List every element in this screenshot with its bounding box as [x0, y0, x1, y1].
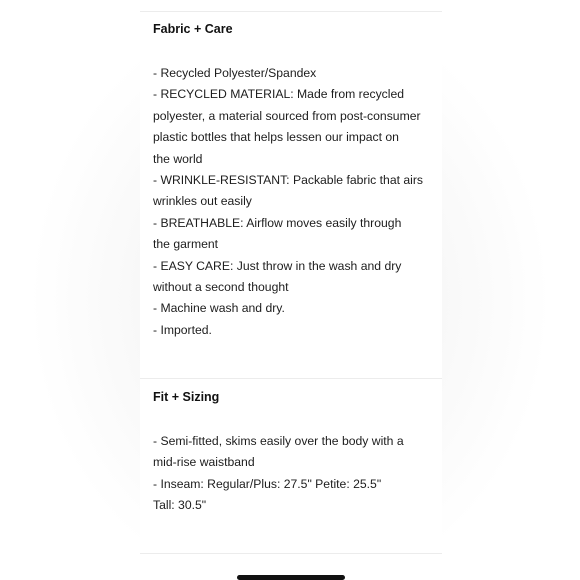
description-line: - WRINKLE-RESISTANT: Packable fabric that airs	[153, 173, 424, 188]
section-divider	[140, 378, 442, 379]
description-line: - EASY CARE: Just throw in the wash and dry	[153, 258, 402, 273]
description-line: plastic bottles that helps lessen our impact on	[153, 130, 399, 145]
fabric-care-section	[153, 21, 438, 341]
bottom-divider	[140, 553, 442, 554]
description-line: the garment	[153, 237, 219, 252]
fit-sizing-title: Fit + Sizing	[153, 390, 220, 404]
description-line: polyester, a material sourced from post-consumer	[153, 108, 421, 123]
product-details-panel	[140, 0, 442, 580]
fit-sizing-section	[153, 389, 438, 517]
description-line: - Imported.	[153, 322, 212, 337]
description-line: - Semi-fitted, skims easily over the body with a	[153, 434, 404, 448]
description-line: Tall: 30.5"	[153, 498, 207, 513]
fit-sizing-description	[153, 431, 438, 517]
fabric-care-title: Fabric + Care	[153, 22, 233, 36]
description-line: - Machine wash and dry.	[153, 301, 285, 316]
description-line: mid-rise waistband	[153, 455, 255, 470]
description-line: the world	[153, 151, 203, 166]
top-divider	[140, 11, 442, 12]
description-line: - BREATHABLE: Airflow moves easily through	[153, 215, 402, 230]
home-indicator[interactable]	[237, 575, 345, 580]
description-line: wrinkles out easily	[153, 194, 252, 209]
fabric-care-description	[153, 63, 438, 341]
description-line: - Inseam: Regular/Plus: 27.5" Petite: 25.5"	[153, 476, 382, 491]
description-line: - Recycled Polyester/Spandex	[153, 66, 317, 80]
description-line: without a second thought	[153, 280, 289, 295]
description-line: - RECYCLED MATERIAL: Made from recycled	[153, 87, 405, 102]
